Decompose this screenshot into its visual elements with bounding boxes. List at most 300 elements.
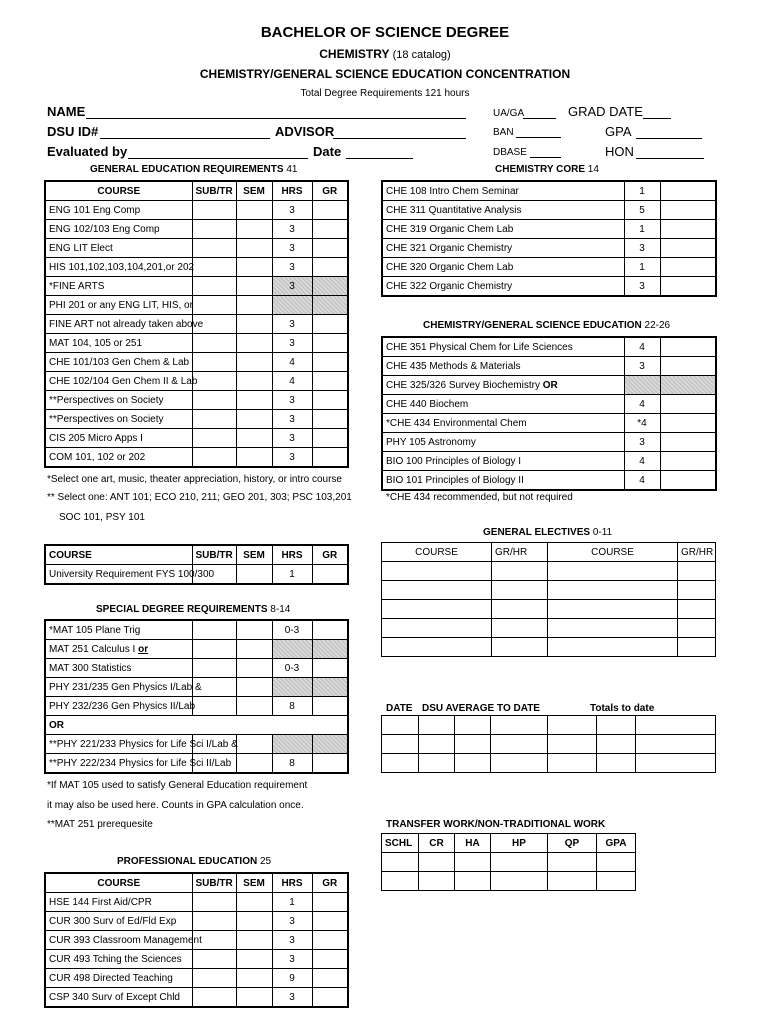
entry-cell[interactable] <box>455 872 491 891</box>
sem-cell[interactable] <box>236 391 272 410</box>
gpa-field[interactable] <box>636 124 702 139</box>
gr-cell[interactable] <box>312 931 348 950</box>
entry-cell[interactable] <box>382 619 492 638</box>
col-hrs: HRS <box>272 181 312 201</box>
table-row <box>45 372 348 391</box>
gr-cell[interactable] <box>312 735 348 754</box>
sem-cell[interactable] <box>236 448 272 468</box>
advisor-field[interactable] <box>333 124 466 139</box>
course-cell <box>382 239 624 258</box>
transfer-header-row <box>382 834 716 853</box>
table-row <box>45 716 348 735</box>
subtr-cell[interactable] <box>192 697 236 716</box>
special-title: SPECIAL DEGREE REQUIREMENTS <box>96 604 268 615</box>
hon-field[interactable] <box>636 144 704 159</box>
core-table <box>381 180 717 297</box>
gr-cell[interactable] <box>660 414 716 433</box>
table-row <box>45 931 348 950</box>
fys-col-course: COURSE <box>45 545 192 565</box>
sem-cell[interactable] <box>236 353 272 372</box>
subtr-cell[interactable] <box>192 334 236 353</box>
gr-cell[interactable] <box>312 659 348 678</box>
gr-cell[interactable] <box>660 395 716 414</box>
gr-cell[interactable] <box>312 950 348 969</box>
gr-cell[interactable] <box>660 433 716 452</box>
entry-cell[interactable] <box>548 562 678 581</box>
course-cell: CIS 205 Micro Apps I <box>45 429 192 448</box>
gr-cell[interactable] <box>312 893 348 912</box>
course-text: CHE 351 Physical Chem for Life Sciences <box>386 341 573 353</box>
course-cell <box>382 395 624 414</box>
electives-header-row <box>382 543 716 562</box>
hrs-cell: 3 <box>272 950 312 969</box>
hrs-cell: 3 <box>272 448 312 468</box>
gr-cell[interactable] <box>312 391 348 410</box>
entry-cell[interactable] <box>548 735 597 754</box>
gr-cell[interactable] <box>660 220 716 239</box>
core-hours: 14 <box>587 164 599 175</box>
fys-col-subtr: SUB/TR <box>192 545 236 565</box>
hrs-cell: 0-3 <box>272 659 312 678</box>
grad-date-field[interactable] <box>643 104 671 119</box>
entry-cell[interactable] <box>455 716 491 735</box>
table-row <box>45 220 348 239</box>
sem-cell[interactable] <box>236 893 272 912</box>
table-row <box>45 239 348 258</box>
entry-cell[interactable] <box>678 562 716 581</box>
fys-sem[interactable] <box>236 565 272 585</box>
sem-cell[interactable] <box>236 988 272 1008</box>
table-row <box>45 988 348 1008</box>
entry-cell[interactable] <box>597 853 636 872</box>
entry-cell[interactable] <box>678 600 716 619</box>
chem-ed-note: *CHE 434 recommended, but not required <box>386 492 573 503</box>
core-heading <box>495 164 599 175</box>
elect-col-grhr-1: GR/HR <box>492 543 548 562</box>
entry-cell[interactable] <box>491 872 548 891</box>
dbase-field[interactable] <box>530 145 561 158</box>
gr-cell[interactable] <box>660 258 716 277</box>
entry-cell[interactable] <box>491 754 548 773</box>
course-cell <box>382 258 624 277</box>
subtr-cell[interactable] <box>192 950 236 969</box>
date-label: Date <box>313 144 342 159</box>
course-cell: COM 101, 102 or 202 <box>45 448 192 468</box>
entry-cell[interactable] <box>455 735 491 754</box>
gr-cell[interactable] <box>312 296 348 315</box>
sem-cell[interactable] <box>236 410 272 429</box>
table-row <box>45 735 348 754</box>
gr-cell[interactable] <box>660 471 716 491</box>
course-cell <box>45 620 192 640</box>
chem-ed-title: CHEMISTRY/GENERAL SCIENCE EDUCATION <box>423 320 642 331</box>
course-cell: ENG 101 Eng Comp <box>45 201 192 220</box>
gr-cell[interactable] <box>660 376 716 395</box>
professional-hours: 25 <box>259 856 272 867</box>
sem-cell[interactable] <box>236 640 272 659</box>
subtr-cell[interactable] <box>192 640 236 659</box>
subtr-cell[interactable] <box>192 353 236 372</box>
fys-hrs: 1 <box>272 565 312 585</box>
subtr-cell[interactable] <box>192 659 236 678</box>
subtr-cell[interactable] <box>192 988 236 1008</box>
table-row <box>45 448 348 468</box>
gr-cell[interactable] <box>312 353 348 372</box>
evaluated-field[interactable] <box>128 144 308 159</box>
course-cell <box>382 471 624 491</box>
sem-cell[interactable] <box>236 296 272 315</box>
table-row <box>382 581 716 600</box>
course-cell: **Perspectives on Society <box>45 410 192 429</box>
professional-table <box>44 872 349 1008</box>
sem-cell[interactable] <box>236 372 272 391</box>
gr-cell[interactable] <box>312 372 348 391</box>
entry-cell[interactable] <box>548 600 678 619</box>
hrs-cell: 3 <box>272 239 312 258</box>
course-text: CHE 320 Organic Chem Lab <box>386 261 514 273</box>
entry-cell[interactable] <box>382 562 492 581</box>
chem-ed-table <box>381 336 717 491</box>
subtr-cell[interactable] <box>192 201 236 220</box>
course-cell: *FINE ARTS <box>45 277 192 296</box>
subtr-cell[interactable] <box>192 969 236 988</box>
entry-cell[interactable] <box>492 600 548 619</box>
hrs-cell: 4 <box>624 452 660 471</box>
or-label: OR <box>542 379 558 391</box>
table-row <box>45 391 348 410</box>
transfer-col-qp: QP <box>548 834 597 853</box>
entry-cell[interactable] <box>636 754 716 773</box>
course-text: CHE 440 Biochem <box>386 398 469 410</box>
hrs-cell <box>624 376 660 395</box>
average-table <box>381 715 716 773</box>
or-label: or <box>138 643 149 655</box>
subtr-cell[interactable] <box>192 277 236 296</box>
entry-cell[interactable] <box>548 853 597 872</box>
subtr-cell[interactable] <box>192 239 236 258</box>
entry-cell[interactable] <box>419 754 455 773</box>
elect-col-course-2: COURSE <box>548 543 678 562</box>
entry-cell[interactable] <box>548 872 597 891</box>
entry-cell <box>636 853 716 872</box>
sem-cell[interactable] <box>236 315 272 334</box>
hrs-cell: 3 <box>272 429 312 448</box>
gr-cell[interactable] <box>660 181 716 201</box>
professional-header-row <box>45 873 348 893</box>
entry-cell[interactable] <box>636 735 716 754</box>
hrs-cell: 3 <box>272 912 312 931</box>
gr-cell[interactable] <box>312 334 348 353</box>
gr-cell[interactable] <box>312 697 348 716</box>
gr-cell[interactable] <box>312 988 348 1008</box>
course-cell <box>45 678 202 697</box>
subtr-cell[interactable] <box>192 391 236 410</box>
subtr-cell[interactable] <box>192 448 236 468</box>
gr-cell[interactable] <box>312 277 348 296</box>
table-row <box>382 872 716 891</box>
advisor-label: ADVISOR <box>275 124 335 139</box>
entry-cell[interactable] <box>419 853 455 872</box>
page-title: BACHELOR OF SCIENCE DEGREE <box>260 24 510 41</box>
table-row <box>382 220 716 239</box>
course-cell <box>382 277 624 297</box>
table-row <box>45 353 348 372</box>
special-table <box>44 619 349 774</box>
course-cell <box>382 433 624 452</box>
major-name: CHEMISTRY <box>319 47 390 61</box>
table-row <box>382 258 716 277</box>
fys-gr[interactable] <box>312 565 348 585</box>
entry-cell[interactable] <box>548 619 678 638</box>
sem-cell[interactable] <box>236 334 272 353</box>
sem-cell[interactable] <box>236 931 272 950</box>
entry-cell[interactable] <box>455 853 491 872</box>
prof-col-sem: SEM <box>236 873 272 893</box>
name-label: NAME <box>47 104 86 119</box>
gr-cell[interactable] <box>660 452 716 471</box>
chem-ed-heading <box>423 320 670 331</box>
subtr-cell[interactable] <box>192 220 236 239</box>
course-cell <box>45 697 196 716</box>
special-hours: 8-14 <box>270 604 291 615</box>
hrs-cell <box>272 735 312 754</box>
dsu-id-field[interactable] <box>100 124 270 139</box>
sem-cell[interactable] <box>236 659 272 678</box>
entry-cell[interactable] <box>491 853 548 872</box>
hrs-cell: 3 <box>272 315 312 334</box>
entry-cell <box>636 872 716 891</box>
course-cell: HIS 101,102,103,104,201,or 202 <box>45 258 192 277</box>
table-row <box>382 716 716 735</box>
gr-cell[interactable] <box>660 239 716 258</box>
subtr-cell[interactable] <box>192 912 236 931</box>
entry-cell[interactable] <box>419 872 455 891</box>
course-text: PHY 105 Astronomy <box>386 436 476 448</box>
entry-cell[interactable] <box>597 735 636 754</box>
subtr-cell[interactable] <box>192 296 236 315</box>
table-row <box>45 754 348 774</box>
sem-cell[interactable] <box>236 258 272 277</box>
entry-cell[interactable] <box>678 619 716 638</box>
entry-cell[interactable] <box>382 872 419 891</box>
hrs-cell: 4 <box>624 337 660 357</box>
entry-cell[interactable] <box>678 581 716 600</box>
date-field[interactable] <box>346 144 413 159</box>
subtr-cell[interactable] <box>192 893 236 912</box>
electives-heading <box>483 527 612 538</box>
hrs-cell <box>272 296 312 315</box>
prof-col-gr: GR <box>312 873 348 893</box>
gr-cell[interactable] <box>312 754 348 774</box>
course-cell: CUR 300 Surv of Ed/Fld Exp <box>45 912 192 931</box>
entry-cell[interactable] <box>419 735 455 754</box>
uaga-field[interactable] <box>523 106 556 119</box>
hrs-cell <box>272 678 312 697</box>
gr-cell[interactable] <box>312 912 348 931</box>
course-text: *CHE 434 Environmental Chem <box>386 417 527 429</box>
name-field[interactable] <box>86 104 466 119</box>
hrs-cell: 3 <box>272 931 312 950</box>
hrs-cell: 3 <box>272 258 312 277</box>
gen-ed-header-row <box>45 181 348 201</box>
chem-ed-hours: 22-26 <box>644 320 671 331</box>
sem-cell[interactable] <box>236 277 272 296</box>
table-row <box>382 853 716 872</box>
course-cell: CUR 498 Directed Teaching <box>45 969 192 988</box>
entry-cell[interactable] <box>548 638 678 657</box>
table-row <box>45 565 348 585</box>
gen-ed-hours: 41 <box>286 164 298 175</box>
entry-cell[interactable] <box>419 716 455 735</box>
electives-table <box>381 542 716 657</box>
entry-cell[interactable] <box>382 735 419 754</box>
hrs-cell: 3 <box>624 239 660 258</box>
course-cell <box>382 181 624 201</box>
course-text: CHE 108 Intro Chem Seminar <box>386 185 519 197</box>
entry-cell[interactable] <box>382 754 419 773</box>
transfer-col-hp: HP <box>491 834 548 853</box>
sem-cell[interactable] <box>236 754 272 774</box>
subtr-cell[interactable] <box>192 429 236 448</box>
entry-cell[interactable] <box>382 716 419 735</box>
course-text: BIO 100 Principles of Biology I <box>386 455 522 467</box>
gen-ed-title: GENERAL EDUCATION REQUIREMENTS <box>90 164 284 175</box>
grad-date-label: GRAD DATE <box>568 104 643 119</box>
gr-cell[interactable] <box>312 239 348 258</box>
course-text: CHE 325/326 Survey Biochemistry <box>386 379 540 391</box>
table-row <box>382 395 716 414</box>
gpa-label: GPA <box>605 124 632 139</box>
subtr-cell[interactable] <box>192 410 236 429</box>
table-row <box>45 620 348 640</box>
gr-cell[interactable] <box>660 337 716 357</box>
gr-cell[interactable] <box>660 277 716 297</box>
gr-cell[interactable] <box>312 258 348 277</box>
entry-cell[interactable] <box>492 581 548 600</box>
gr-cell[interactable] <box>312 201 348 220</box>
sem-cell[interactable] <box>236 220 272 239</box>
gr-cell[interactable] <box>312 678 348 697</box>
special-note-3: **MAT 251 prerequesite <box>47 819 153 830</box>
entry-cell[interactable] <box>382 853 419 872</box>
sem-cell[interactable] <box>236 620 272 640</box>
table-row <box>382 600 716 619</box>
entry-cell[interactable] <box>597 754 636 773</box>
sem-cell[interactable] <box>236 697 272 716</box>
gr-cell[interactable] <box>312 220 348 239</box>
hrs-cell: 4 <box>272 372 312 391</box>
entry-cell[interactable] <box>492 638 548 657</box>
gen-ed-heading <box>90 164 297 175</box>
course-cell <box>382 414 624 433</box>
entry-cell[interactable] <box>382 581 492 600</box>
course-cell <box>382 357 624 376</box>
gr-cell[interactable] <box>312 969 348 988</box>
fys-course: University Requirement FYS 100/300 <box>45 565 192 585</box>
prof-col-hrs: HRS <box>272 873 312 893</box>
table-row <box>382 414 716 433</box>
sem-cell[interactable] <box>236 239 272 258</box>
entry-cell[interactable] <box>548 581 678 600</box>
gr-cell[interactable] <box>660 357 716 376</box>
course-cell: HSE 144 First Aid/CPR <box>45 893 192 912</box>
hrs-cell: 4 <box>624 395 660 414</box>
col-course: COURSE <box>45 181 192 201</box>
table-row <box>45 893 348 912</box>
gr-cell[interactable] <box>312 448 348 468</box>
sem-cell[interactable] <box>236 912 272 931</box>
table-row <box>382 735 716 754</box>
sem-cell[interactable] <box>236 201 272 220</box>
gr-cell[interactable] <box>312 315 348 334</box>
subtr-cell[interactable] <box>192 620 236 640</box>
hrs-cell: 3 <box>624 277 660 297</box>
gr-cell[interactable] <box>312 620 348 640</box>
entry-cell[interactable] <box>492 619 548 638</box>
concentration-heading: CHEMISTRY/GENERAL SCIENCE EDUCATION CONCENTRATION <box>199 67 571 81</box>
table-row <box>382 619 716 638</box>
gr-cell[interactable] <box>660 201 716 220</box>
entry-cell[interactable] <box>678 638 716 657</box>
hon-label: HON <box>605 144 634 159</box>
dsu-id-label: DSU ID# <box>47 124 99 139</box>
hrs-cell: 3 <box>272 391 312 410</box>
hrs-cell: 0-3 <box>272 620 312 640</box>
sem-cell[interactable] <box>236 950 272 969</box>
gr-cell[interactable] <box>312 640 348 659</box>
table-row <box>45 640 348 659</box>
entry-cell[interactable] <box>455 754 491 773</box>
entry-cell[interactable] <box>492 562 548 581</box>
course-cell <box>382 452 624 471</box>
hrs-cell: 4 <box>624 471 660 491</box>
entry-cell[interactable] <box>597 872 636 891</box>
entry-cell[interactable] <box>636 716 716 735</box>
uaga-label: UA/GA <box>493 108 525 119</box>
gen-ed-table <box>44 180 349 468</box>
entry-cell[interactable] <box>548 754 597 773</box>
gr-cell[interactable] <box>312 429 348 448</box>
ban-field[interactable] <box>516 125 561 138</box>
hrs-cell: 3 <box>272 220 312 239</box>
entry-cell[interactable] <box>548 716 597 735</box>
subtr-cell[interactable] <box>192 372 236 391</box>
course-cell <box>45 716 348 735</box>
sem-cell[interactable] <box>236 969 272 988</box>
table-row <box>45 410 348 429</box>
entry-cell[interactable] <box>382 600 492 619</box>
special-note-2: it may also be used here. Counts in GPA calculation once. <box>47 800 304 811</box>
course-text: MAT 251 Calculus I <box>49 643 136 655</box>
entry-cell[interactable] <box>491 735 548 754</box>
hrs-cell: 3 <box>272 201 312 220</box>
table-row <box>45 912 348 931</box>
transfer-col-gpa: GPA <box>597 834 636 853</box>
gr-cell[interactable] <box>312 410 348 429</box>
sem-cell[interactable] <box>236 429 272 448</box>
table-row <box>382 201 716 220</box>
sem-cell[interactable] <box>236 735 272 754</box>
entry-cell[interactable] <box>491 716 548 735</box>
subtr-cell[interactable] <box>192 258 236 277</box>
hrs-cell: 1 <box>624 181 660 201</box>
sem-cell[interactable] <box>236 678 272 697</box>
entry-cell[interactable] <box>597 716 636 735</box>
course-cell <box>382 376 624 395</box>
hrs-cell: 8 <box>272 697 312 716</box>
entry-cell[interactable] <box>382 638 492 657</box>
hrs-cell: 1 <box>624 220 660 239</box>
